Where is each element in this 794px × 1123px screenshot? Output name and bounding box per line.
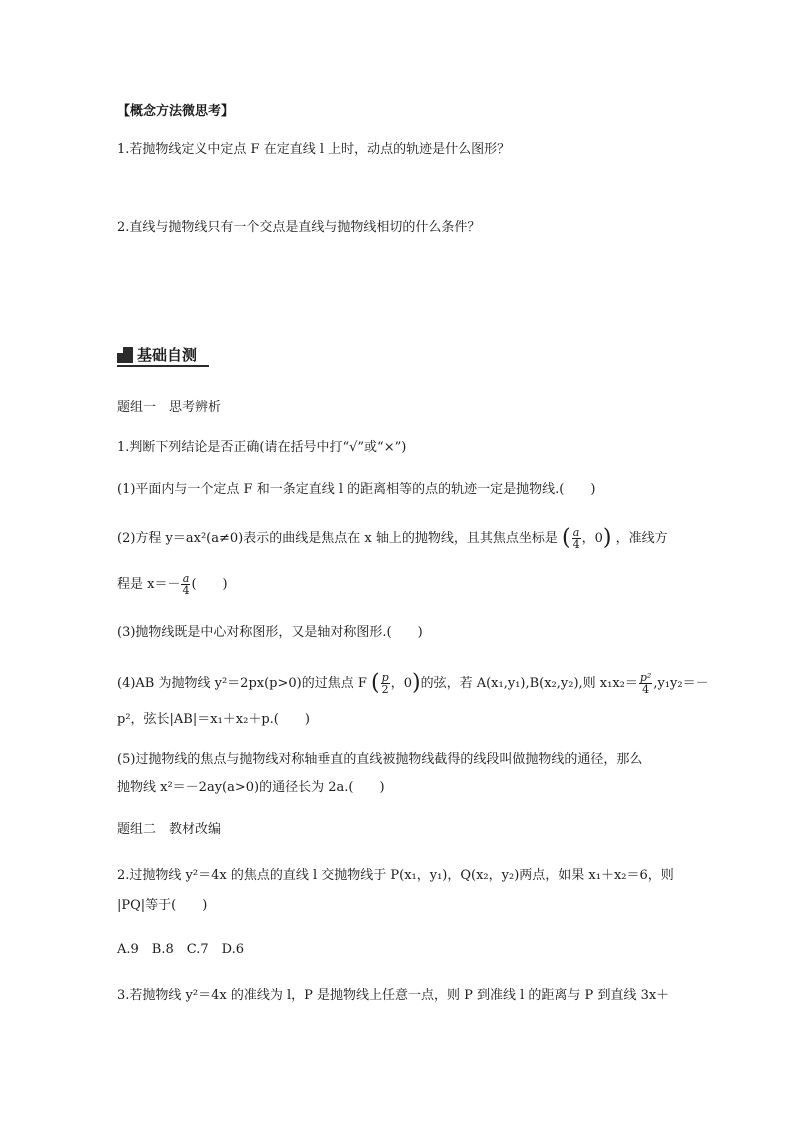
question-2-line-2: |PQ|等于( ) bbox=[117, 898, 208, 913]
question-2-line-1: 2.过抛物线 y²＝4x 的焦点的直线 l 交抛物线于 P(x₁，y₁)，Q(x₂，y₂)两点，如果 x₁＋x₂＝6，则 bbox=[117, 868, 674, 883]
section-square-icon bbox=[117, 347, 133, 363]
statement-5-line-1: (5)过抛物线的焦点与抛物线对称轴垂直的直线被抛物线截得的线段叫做抛物线的通径，那么 bbox=[117, 752, 643, 767]
concept-question-2: 2.直线与抛物线只有一个交点是直线与抛物线相切的什么条件？ bbox=[117, 220, 481, 235]
concept-question-1: 1.若抛物线定义中定点 F 在定直线 l 上时，动点的轨迹是什么图形？ bbox=[117, 142, 511, 157]
question-3: 3.若抛物线 y²＝4x 的准线为 l，P 是抛物线上任意一点，则 P 到准线 l 的距离与 P 到直线 3x＋ bbox=[117, 988, 670, 1003]
statement-4-line-2: p²，弦长|AB|＝x₁＋x₂＋p.( ) bbox=[117, 712, 310, 727]
fraction-p2-over-4: $\frac{\text{p²}}{4}$ bbox=[639, 671, 652, 696]
statement-4-line-1: (4)AB 为抛物线 y²＝2px(p>0)的过焦点 F ( $\frac{p}{2}$ ，0)的弦，若 A(x₁,y₁),B(x₂,y₂),则 x₁x₂＝ $\frac{\text{p²}}{4}$ ,y₁y₂＝－ bbox=[117, 670, 709, 696]
statement-2-text-a: (2)方程 y＝ax²(a≠0)表示的曲线是焦点在 x 轴上的抛物线，且其焦点坐标是 bbox=[117, 531, 558, 546]
section-header bbox=[117, 344, 197, 365]
concept-heading: 【概念方法微思考】 bbox=[117, 104, 235, 119]
statement-1: (1)平面内与一个定点 F 和一条定直线 l 的距离相等的点的轨迹一定是抛物线.( ) bbox=[117, 482, 596, 497]
statement-2-line-1: (2)方程 y＝ax²(a≠0)表示的曲线是焦点在 x 轴上的抛物线，且其焦点坐标是 ( $\frac{a}{4}$ ，0) ，准线方 bbox=[117, 525, 668, 551]
group2-title: 题组二 教材改编 bbox=[117, 822, 222, 837]
statement-5-line-2: 抛物线 x²＝－2ay(a>0)的通径长为 2a.( ) bbox=[117, 780, 385, 795]
group1-title: 题组一 思考辨析 bbox=[117, 400, 222, 415]
question-2-options: A.9 B.8 C.7 D.6 bbox=[117, 942, 244, 957]
right-paren: ) bbox=[602, 525, 612, 551]
section-title: 基础自测 bbox=[137, 346, 198, 364]
section-underline bbox=[117, 365, 209, 367]
left-paren: ( bbox=[561, 525, 571, 551]
fraction-p-over-2: $\frac{p}{2}$ bbox=[381, 671, 389, 696]
statement-3: (3)抛物线既是中心对称图形，又是轴对称图形.( ) bbox=[117, 625, 423, 640]
group1-intro: 1.判断下列结论是否正确(请在括号中打“√”或“×”) bbox=[117, 440, 407, 455]
fraction-a-over-4: $\frac{a}{4}$ bbox=[572, 526, 580, 551]
fraction-a-over-4-b: $\frac{a}{4}$ bbox=[182, 572, 190, 597]
statement-2-text-b: ，准线方 bbox=[615, 531, 668, 546]
statement-2-line-2: 程是 x＝－ $\frac{a}{4}$ ( ) bbox=[117, 572, 228, 597]
